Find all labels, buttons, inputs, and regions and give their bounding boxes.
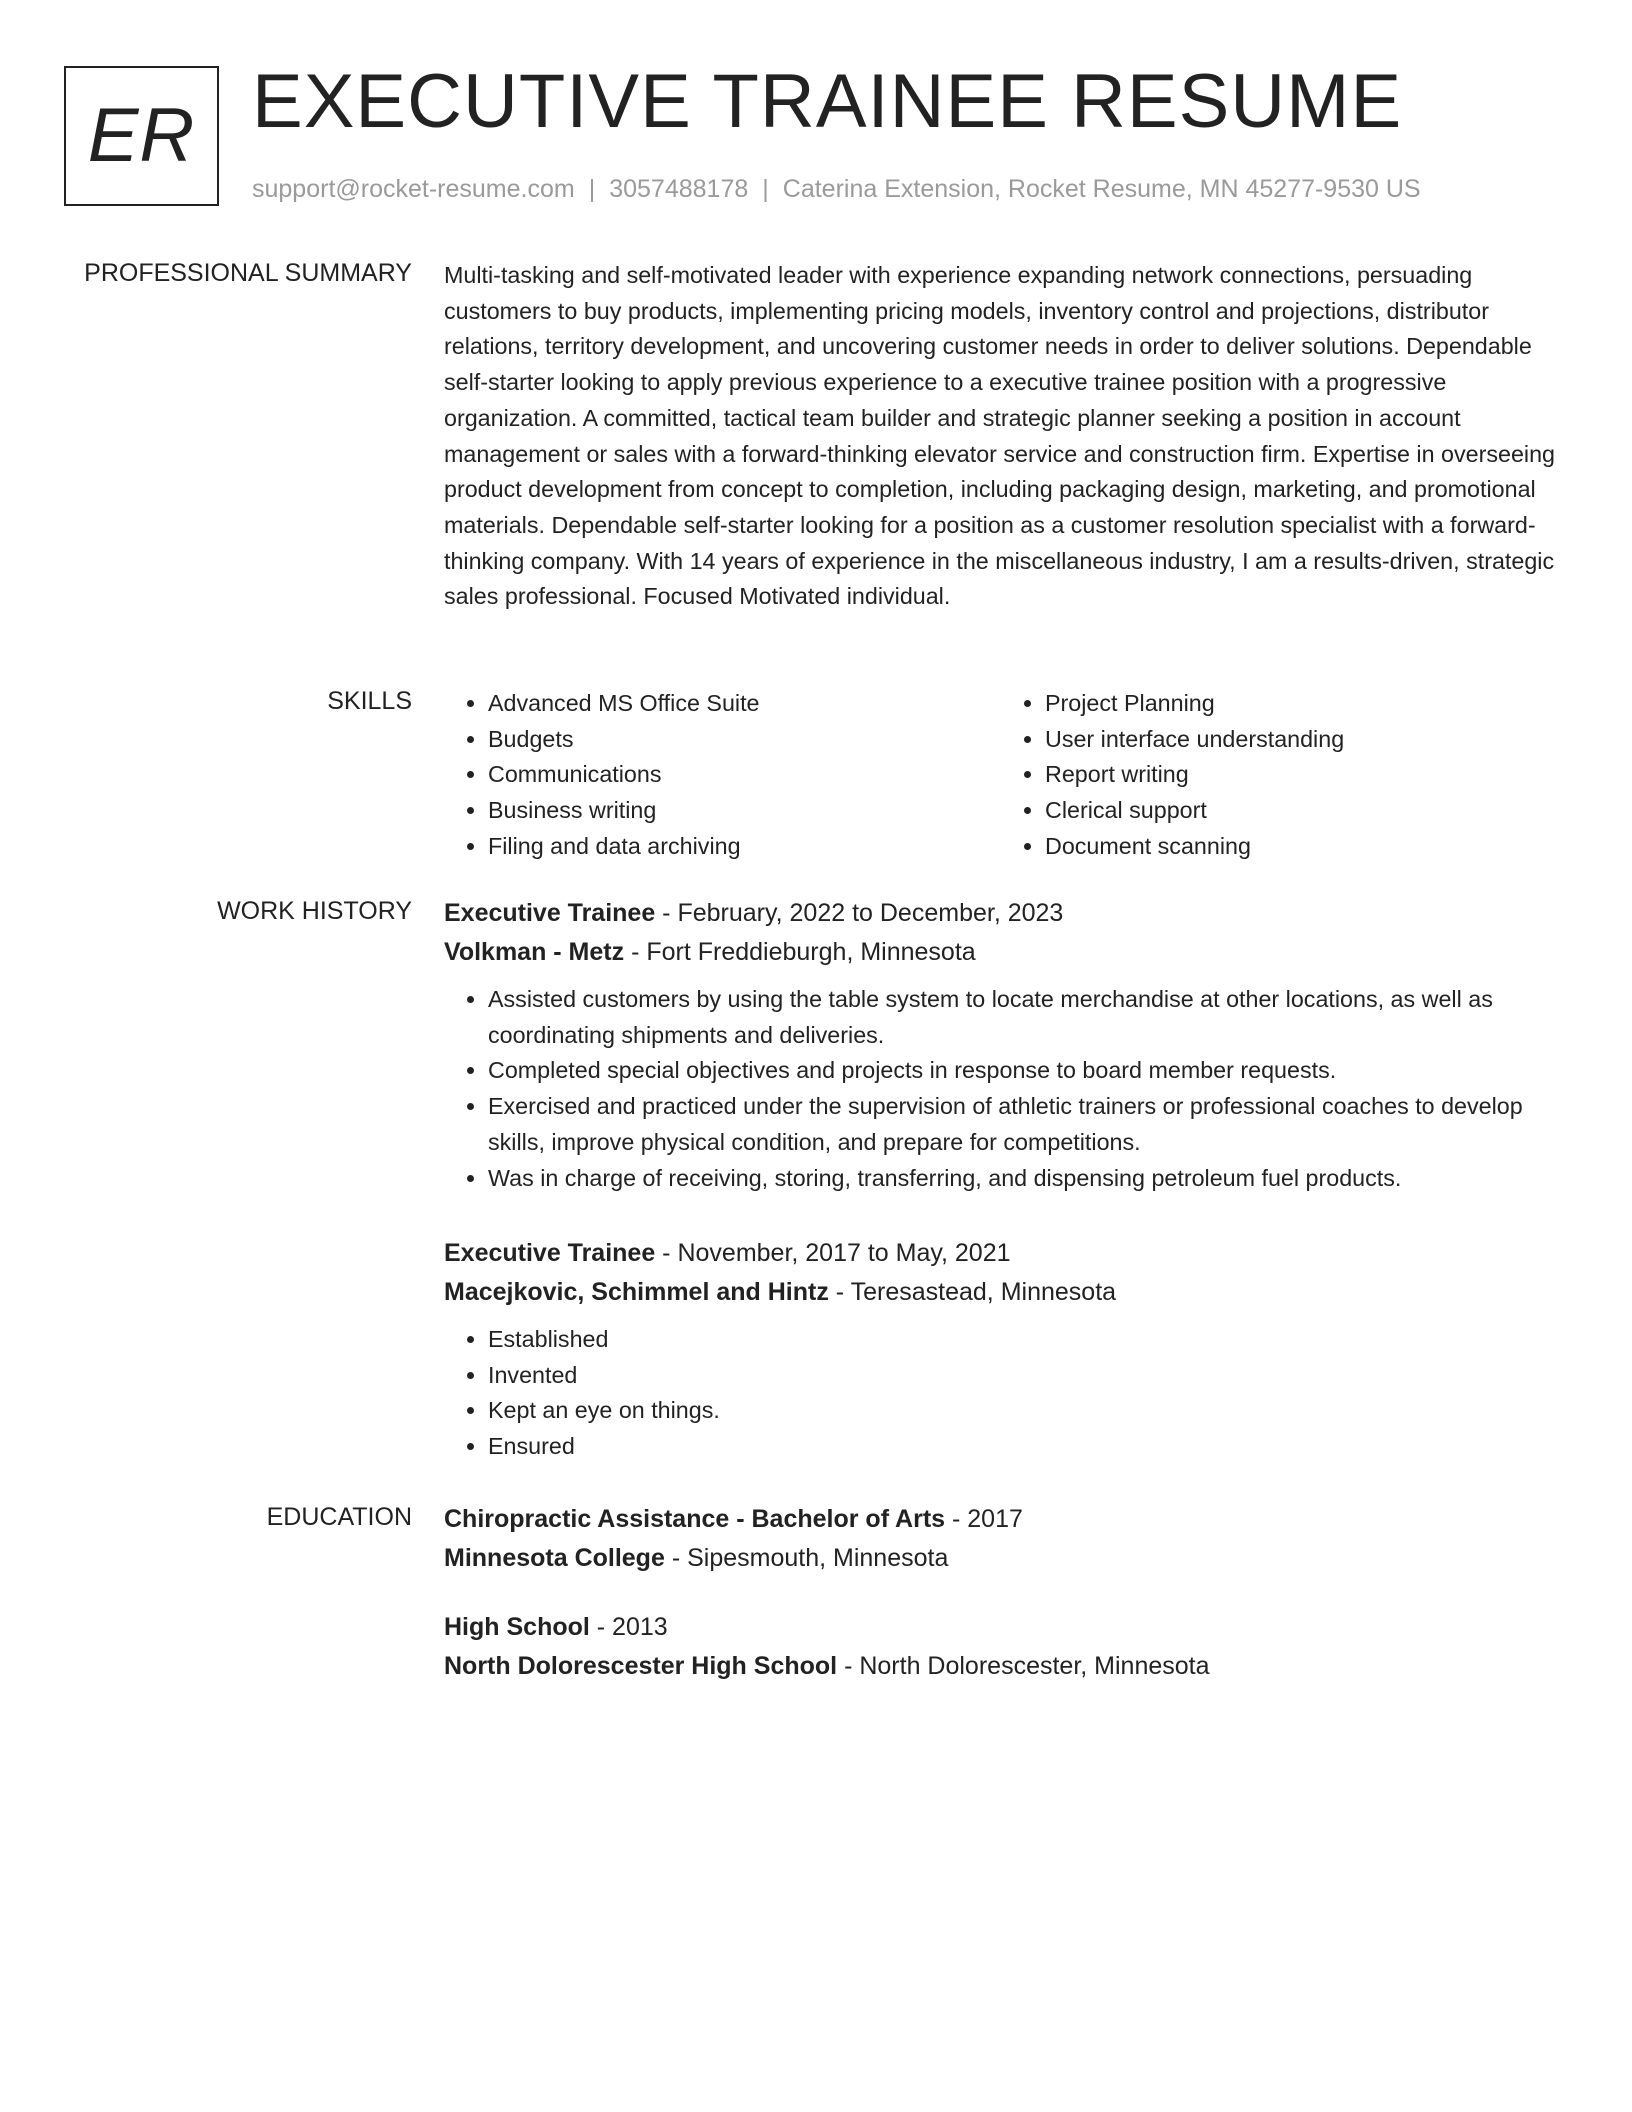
job-entry bbox=[444, 894, 1558, 1196]
education-location: - North Dolorescester, Minnesota bbox=[837, 1652, 1210, 1680]
skill-item: • Filing and data archiving bbox=[488, 829, 1001, 865]
education-degree: High School bbox=[444, 1613, 590, 1641]
job-bullet: • Ensured bbox=[488, 1429, 1558, 1465]
job-bullet: • Exercised and practiced under the supervision of athletic trainers or professional coaches to develop skills, improve physical condition, and prepare for competitions. bbox=[488, 1089, 1558, 1160]
education-school: Minnesota College bbox=[444, 1544, 665, 1572]
job-title: Executive Trainee bbox=[444, 1239, 656, 1267]
contact-separator: | bbox=[762, 175, 769, 203]
job-company: Macejkovic, Schimmel and Hintz bbox=[444, 1278, 829, 1306]
skill-item: • Document scanning bbox=[1045, 829, 1558, 865]
education-degree-line bbox=[444, 1500, 1558, 1539]
skill-item: • Business writing bbox=[488, 793, 1001, 829]
skill-item: • Advanced MS Office Suite bbox=[488, 686, 1001, 722]
contact-line bbox=[252, 174, 1421, 204]
skill-item: • Clerical support bbox=[1045, 793, 1558, 829]
job-bullet: • Established bbox=[488, 1322, 1558, 1358]
skill-item: • Communications bbox=[488, 757, 1001, 793]
skills-list-left bbox=[444, 686, 1001, 865]
job-title: Executive Trainee bbox=[444, 899, 656, 927]
contact-phone: 3057488178 bbox=[609, 175, 749, 203]
job-bullet: • Invented bbox=[488, 1358, 1558, 1394]
skill-item: • User interface understanding bbox=[1045, 722, 1558, 758]
skills-heading: SKILLS bbox=[327, 687, 412, 715]
education-heading: EDUCATION bbox=[266, 1503, 412, 1531]
resume-title: EXECUTIVE TRAINEE RESUME bbox=[252, 59, 1403, 144]
skills-columns bbox=[444, 686, 1558, 865]
skill-item: • Budgets bbox=[488, 722, 1001, 758]
monogram-logo bbox=[64, 66, 219, 206]
monogram-text: ER bbox=[87, 93, 196, 178]
job-entry bbox=[444, 1234, 1558, 1465]
education-entry bbox=[444, 1500, 1558, 1578]
job-title-line bbox=[444, 894, 1558, 933]
skill-item: • Report writing bbox=[1045, 757, 1558, 793]
job-bullets bbox=[444, 1322, 1558, 1465]
education-degree-line bbox=[444, 1608, 1558, 1647]
work-history-heading: WORK HISTORY bbox=[217, 897, 412, 925]
job-company: Volkman - Metz bbox=[444, 938, 625, 966]
summary-text: Multi-tasking and self-motivated leader with experience expanding network connections, persuading customers to buy products, implementing pricing models, inventory control and projections, distributor relations, territory development, and uncovering customer needs in order to deliver solutions. Dependable self-starter looking to apply previous experience to a executive trainee position with a progressive organization. A committed, tactical team builder and strategic planner seeking a position in account management or sales with a forward-thinking elevator service and construction firm. Expertise in overseeing product development from concept to completion, including packaging design, marketing, and promotional materials. Dependable self-starter looking for a position as a customer resolution specialist with a forward-thinking company. With 14 years of experience in the miscellaneous industry, I am a results-driven, strategic sales professional. Focused Motivated individual. bbox=[444, 262, 1556, 610]
job-location: - Teresastead, Minnesota bbox=[828, 1278, 1117, 1306]
job-bullets bbox=[444, 982, 1558, 1196]
job-dates: - February, 2022 to December, 2023 bbox=[655, 899, 1064, 927]
job-location: - Fort Freddieburgh, Minnesota bbox=[624, 938, 976, 966]
skills-list-right bbox=[1001, 686, 1558, 865]
skill-item: • Project Planning bbox=[1045, 686, 1558, 722]
job-bullet: • Was in charge of receiving, storing, transferring, and dispensing petroleum fuel products. bbox=[488, 1161, 1558, 1197]
job-bullet: • Assisted customers by using the table system to locate merchandise at other locations, as well as coordinating shipments and deliveries. bbox=[488, 982, 1558, 1053]
skills-body bbox=[444, 686, 1558, 865]
summary-heading: PROFESSIONAL SUMMARY bbox=[84, 259, 412, 287]
education-degree: Chiropractic Assistance - Bachelor of Arts bbox=[444, 1505, 946, 1533]
education-year: - 2013 bbox=[589, 1613, 668, 1641]
job-bullet: • Completed special objectives and projects in response to board member requests. bbox=[488, 1053, 1558, 1089]
education-location: - Sipesmouth, Minnesota bbox=[664, 1544, 949, 1572]
contact-address: Caterina Extension, Rocket Resume, MN 45277-9530 US bbox=[782, 175, 1421, 203]
summary-body bbox=[444, 258, 1558, 615]
job-company-line bbox=[444, 1273, 1558, 1312]
job-title-line bbox=[444, 1234, 1558, 1273]
education-entry bbox=[444, 1608, 1558, 1686]
education-school: North Dolorescester High School bbox=[444, 1652, 838, 1680]
job-bullet: • Kept an eye on things. bbox=[488, 1393, 1558, 1429]
contact-email: support@rocket-resume.com bbox=[252, 175, 575, 203]
education-school-line bbox=[444, 1539, 1558, 1578]
contact-separator: | bbox=[588, 175, 596, 203]
education-year: - 2017 bbox=[945, 1505, 1023, 1533]
education-school-line bbox=[444, 1647, 1558, 1686]
job-dates: - November, 2017 to May, 2021 bbox=[655, 1239, 1011, 1267]
job-company-line bbox=[444, 933, 1558, 972]
